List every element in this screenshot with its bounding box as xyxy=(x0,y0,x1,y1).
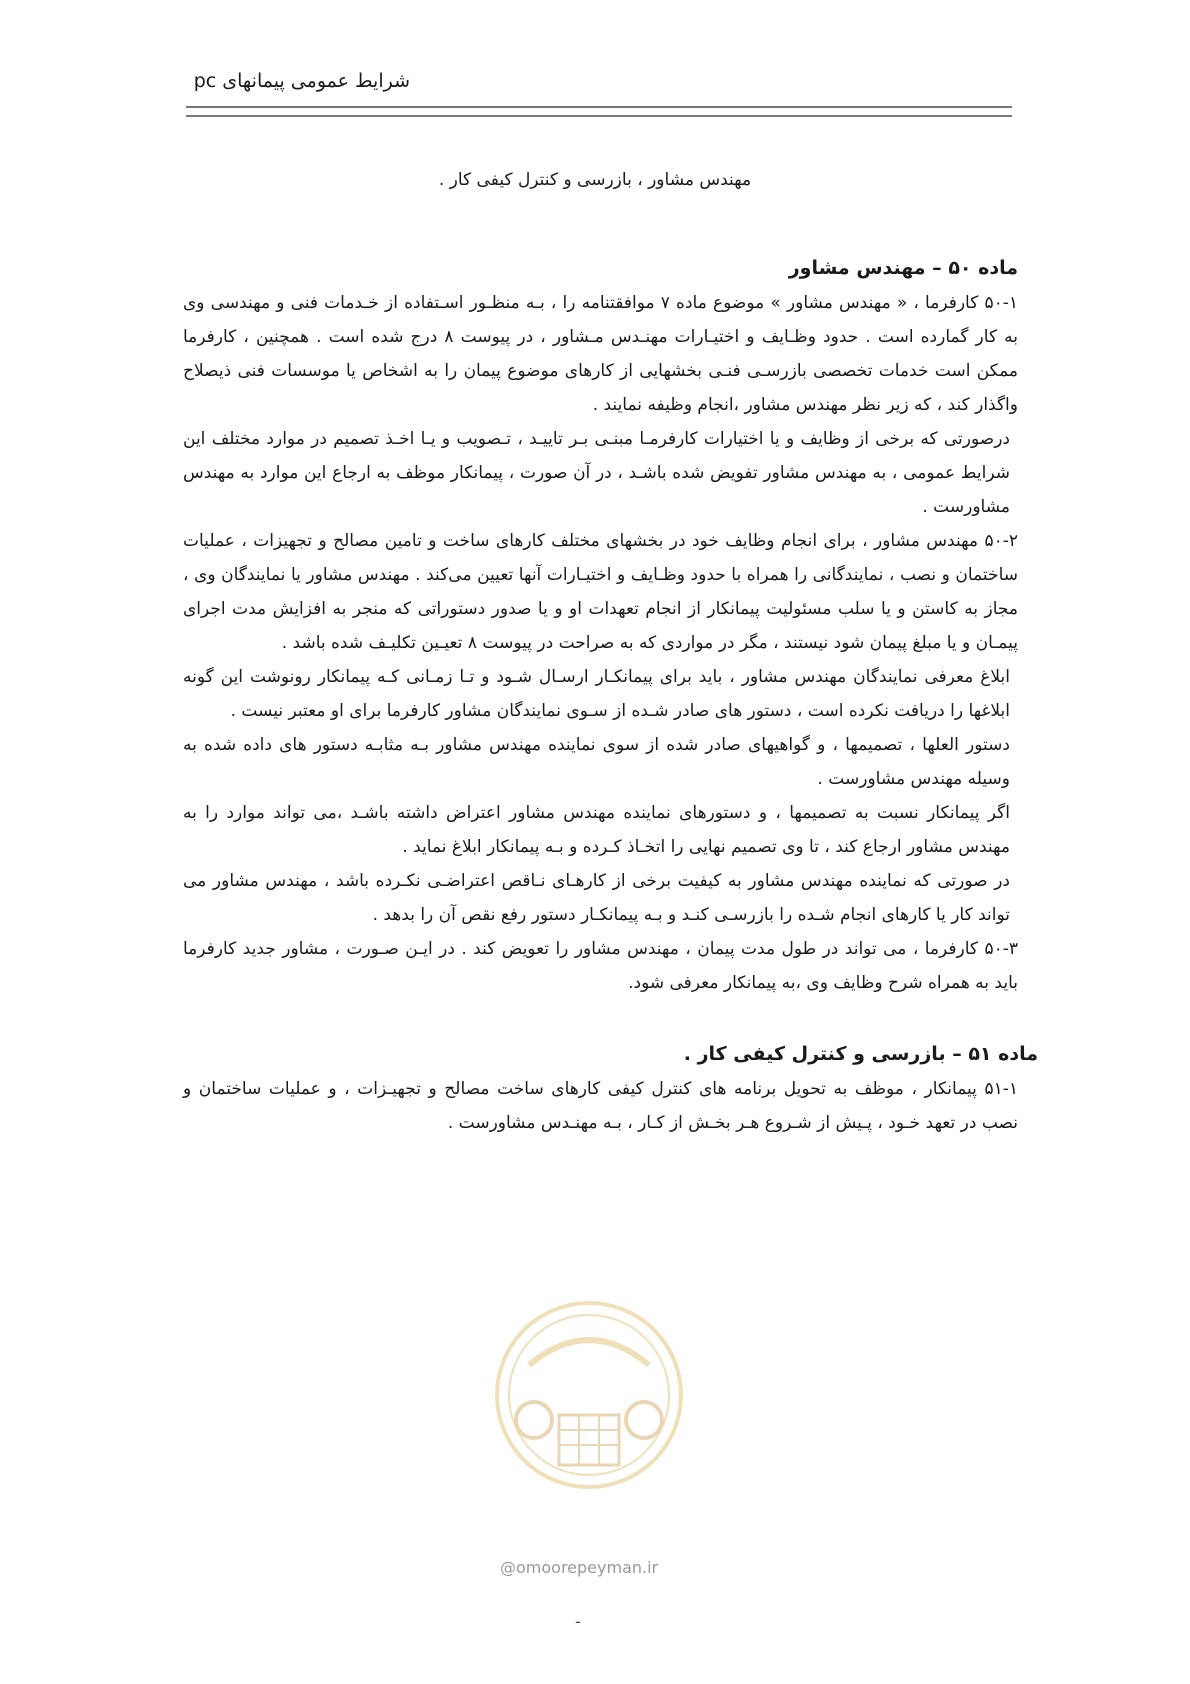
article-50-clause-3: ۵۰-۳ کارفرما ، می تواند در طول مدت پیمان ، مهندس مشاور را تعویض کند . در ایـن صـورت ، مشاور جدید کارفرما باید به همراه شرح وظایف وی ،به پیمانکار معرفی شود. xyxy=(183,939,1018,993)
article-50-clause-2: ۵۰-۲ مهندس مشاور ، برای انجام وظایف خود در بخشهای مختلف کارهای ساخت و تامین مصالح و تجهیزات ، عملیات ساختمان و نصب ، نمایندگانی را همراه با حدود وظـایف و اختیـارات آنها تعیین می‌کند . مهندس مشاور یا نمایندگان وی ، مجاز به کاستن و یا سلب مسئولیت پیمانکار از انجام تعهدات او و یا صدور دستوراتی که منجر به افزایش مدت اجرای پیمـان و یا مبلغ پیمان شود نیستند ، مگر در مواردی که به صراحت در پیوست ۸ تعیـین تکلیـف شده باشد . xyxy=(183,531,1018,653)
article-50-clause-1-continuation: درصورتی که برخی از وظایف و یا اختیارات کارفرمـا مبنـی بـر تاییـد ، تـصویب و یـا اخـذ تصمیم در موارد مختلف این شرایط عمومی ، به مهندس مشاور تفویض شده باشـد ، در آن صورت ، پیمانکار موظف به ارجاع این موارد به مهندس مشاورست . xyxy=(183,429,1010,517)
article-50-clause-2-instructions: دستور العلها ، تصمیمها ، و گواهیهای صادر شده از سوی نماینده مهندس مشاور بـه مثابـه دستور های داده شده به وسیله مهندس مشاورست . xyxy=(183,735,1010,789)
article-50-clause-1: ۵۰-۱ کارفرما ، « مهندس مشاور » موضوع ماده ۷ موافقتنامه را ، بـه منظـور اسـتفاده از خـدمات فنی و مهندسی وی به کار گمارده است . حدود وظـایف و اختیـارات مهنـدس مـشاور ، در پیوست ۸ درج شده است . همچنین ، کارفرما ممکن است خدمات تخصصی بازرسـی فنـی بخشهایی از کارهای موضوع پیمان را به اشخاص یا موسسات فنی ذیصلاح واگذار کند ، که زیر نظر مهندس مشاور ،انجام وظیفه نمایند . xyxy=(183,293,1019,415)
watermark-site-text: @omoorepeyman.ir xyxy=(500,1558,659,1577)
intro-line: مهندس مشاور ، بازرسی و کنترل کیفی کار . xyxy=(438,170,752,190)
section-gap xyxy=(183,1000,1018,1036)
document-body xyxy=(183,250,1038,1140)
article-51-clause-1: ۵۱-۱ پیمانکار ، موظف به تحویل برنامه های کنترل کیفی کارهای ساخت مصالح و تجهیـزات ، و عملیات ساختمان و نصب در تعهد خـود ، پـیش از شـروع هـر بخـش از کـار ، بـه مهنـدس مشاورست . xyxy=(183,1079,1018,1133)
watermark-seal-icon xyxy=(489,1295,689,1495)
article-50-title: ماده ۵۰ – مهندس مشاور xyxy=(788,257,1018,279)
running-header-title: شرایط عمومی پیمانهای pc xyxy=(193,70,410,92)
article-50-clause-2-notification: ابلاغ معرفی نمایندگان مهندس مشاور ، باید برای پیمانکـار ارسـال شـود و تـا زمـانی کـه پیمانکار رونوشت این گونه ابلاغها را دریافت نکرده است ، دستور های صادر شـده از سـوی نمایندگان مشاور کارفرما برای او معتبر نیست . xyxy=(183,667,1010,721)
article-50-clause-2-inspection: در صورتی که نماینده مهندس مشاور به کیفیت برخی از کارهـای نـاقص اعتراضـی نکـرده باشد ، مهندس مشاور می تواند کار یا کارهای انجام شـده را بازرسـی کنـد و بـه پیمانکـار دستور رفع نقص آن را بدهد . xyxy=(183,871,1010,925)
article-50-clause-2-objection: اگر پیمانکار نسبت به تصمیمها ، و دستورهای نماینده مهندس مشاور اعتراض داشته باشـد ،می تواند موارد را به مهندس مشاور ارجاع کند ، تا وی تصمیم نهایی را اتخـاذ کـرده و بـه پیمانکار ابلاغ نماید . xyxy=(183,803,1010,857)
page-footer-mark: - xyxy=(575,1612,581,1631)
header-double-rule xyxy=(186,106,1012,117)
article-51-title: ماده ۵۱ – بازرسی و کنترل کیفی کار . xyxy=(683,1043,1038,1065)
